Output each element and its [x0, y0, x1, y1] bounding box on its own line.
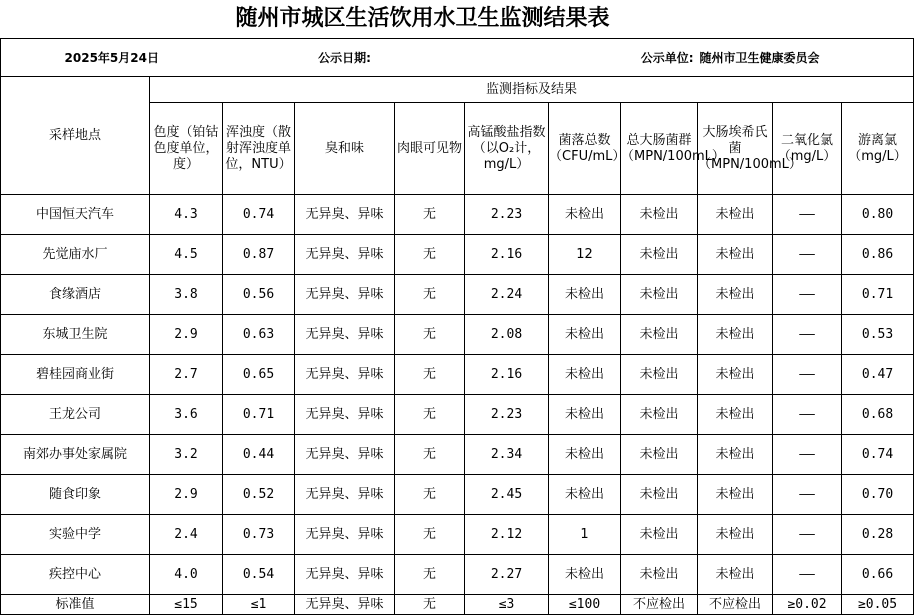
- location-cell: 疾控中心: [1, 555, 150, 595]
- value-cell: 未检出: [549, 355, 621, 395]
- standard-value: ≤3: [465, 595, 549, 615]
- column-header: 肉眼可见物: [395, 103, 465, 195]
- value-cell: 无: [395, 555, 465, 595]
- standard-value: 不应检出: [698, 595, 773, 615]
- value-cell: 无异臭、异味: [295, 555, 395, 595]
- value-cell: 无异臭、异味: [295, 355, 395, 395]
- header-row-group: [1, 77, 914, 103]
- announce-date-value: [395, 39, 549, 77]
- value-cell: 无: [395, 195, 465, 235]
- report-date: 2025年5月24日: [1, 39, 223, 77]
- column-header: 游离氯（mg/L）: [842, 103, 914, 195]
- value-cell: 未检出: [698, 275, 773, 315]
- table-row: [1, 435, 914, 475]
- value-cell: 1: [549, 515, 621, 555]
- standard-value: ≤100: [549, 595, 621, 615]
- column-header: 总大肠菌群（MPN/100mL）: [621, 103, 698, 195]
- table-row: [1, 195, 914, 235]
- value-cell: ——: [773, 515, 842, 555]
- value-cell: 2.27: [465, 555, 549, 595]
- value-cell: 无异臭、异味: [295, 275, 395, 315]
- location-cell: 中国恒天汽车: [1, 195, 150, 235]
- value-cell: 2.24: [465, 275, 549, 315]
- table-row: [1, 395, 914, 435]
- spacer: [223, 39, 295, 77]
- value-cell: 0.71: [842, 275, 914, 315]
- unit-label: 公示单位:: [549, 39, 698, 77]
- location-cell: 食缘酒店: [1, 275, 150, 315]
- location-cell: 实验中学: [1, 515, 150, 555]
- value-cell: 2.23: [465, 195, 549, 235]
- value-cell: 无异臭、异味: [295, 435, 395, 475]
- value-cell: 0.53: [842, 315, 914, 355]
- value-cell: 无: [395, 435, 465, 475]
- standard-value: 不应检出: [621, 595, 698, 615]
- value-cell: 未检出: [621, 555, 698, 595]
- page-title: 随州市城区生活饮用水卫生监测结果表: [235, 6, 610, 31]
- value-cell: ——: [773, 395, 842, 435]
- value-cell: 2.16: [465, 235, 549, 275]
- value-cell: 未检出: [698, 555, 773, 595]
- value-cell: 0.86: [842, 235, 914, 275]
- value-cell: 2.9: [150, 475, 223, 515]
- table-row: [1, 275, 914, 315]
- location-cell: 随食印象: [1, 475, 150, 515]
- column-header: 菌落总数（CFU/mL）: [549, 103, 621, 195]
- value-cell: 未检出: [621, 515, 698, 555]
- location-cell: 东城卫生院: [1, 315, 150, 355]
- value-cell: 0.68: [842, 395, 914, 435]
- info-row: [1, 39, 914, 77]
- value-cell: 2.16: [465, 355, 549, 395]
- column-header: 浑浊度（散射浑浊度单位，NTU）: [223, 103, 295, 195]
- spacer: [842, 39, 914, 77]
- standard-value: 无: [395, 595, 465, 615]
- value-cell: 0.28: [842, 515, 914, 555]
- value-cell: 0.44: [223, 435, 295, 475]
- value-cell: 0.63: [223, 315, 295, 355]
- value-cell: 无: [395, 275, 465, 315]
- table-row: [1, 315, 914, 355]
- standard-row: [1, 595, 914, 615]
- standard-value: 无异臭、异味: [295, 595, 395, 615]
- announce-date-label: 公示日期:: [295, 39, 395, 77]
- value-cell: 2.23: [465, 395, 549, 435]
- table-row: [1, 355, 914, 395]
- value-cell: 未检出: [621, 235, 698, 275]
- value-cell: 2.45: [465, 475, 549, 515]
- value-cell: ——: [773, 355, 842, 395]
- value-cell: 0.52: [223, 475, 295, 515]
- value-cell: 未检出: [549, 555, 621, 595]
- location-cell: 先觉庙水厂: [1, 235, 150, 275]
- results-table: [0, 38, 914, 615]
- value-cell: 无异臭、异味: [295, 235, 395, 275]
- value-cell: 12: [549, 235, 621, 275]
- value-cell: 2.9: [150, 315, 223, 355]
- value-cell: 无异臭、异味: [295, 195, 395, 235]
- value-cell: 0.74: [223, 195, 295, 235]
- value-cell: 未检出: [549, 195, 621, 235]
- value-cell: 3.8: [150, 275, 223, 315]
- value-cell: 无异臭、异味: [295, 475, 395, 515]
- table-row: [1, 555, 914, 595]
- value-cell: 未检出: [698, 395, 773, 435]
- table-row: [1, 515, 914, 555]
- location-header: 采样地点: [1, 77, 150, 195]
- value-cell: 未检出: [698, 195, 773, 235]
- value-cell: 4.5: [150, 235, 223, 275]
- value-cell: 无异臭、异味: [295, 315, 395, 355]
- value-cell: 未检出: [621, 395, 698, 435]
- value-cell: 无: [395, 235, 465, 275]
- column-header: 臭和味: [295, 103, 395, 195]
- table-row: [1, 475, 914, 515]
- value-cell: ——: [773, 555, 842, 595]
- value-cell: ——: [773, 275, 842, 315]
- column-header: 大肠埃希氏菌（MPN/100mL）: [698, 103, 773, 195]
- value-cell: 2.08: [465, 315, 549, 355]
- value-cell: 未检出: [698, 435, 773, 475]
- value-cell: 无异臭、异味: [295, 515, 395, 555]
- value-cell: ——: [773, 235, 842, 275]
- value-cell: 未检出: [549, 315, 621, 355]
- value-cell: 未检出: [549, 475, 621, 515]
- value-cell: 0.74: [842, 435, 914, 475]
- standard-value: ≥0.05: [842, 595, 914, 615]
- value-cell: 无异臭、异味: [295, 395, 395, 435]
- value-cell: 未检出: [698, 355, 773, 395]
- location-cell: 南郊办事处家属院: [1, 435, 150, 475]
- standard-value: ≤1: [223, 595, 295, 615]
- value-cell: 0.54: [223, 555, 295, 595]
- value-cell: 无: [395, 355, 465, 395]
- column-header: 高锰酸盐指数（以O₂计，mg/L）: [465, 103, 549, 195]
- value-cell: ——: [773, 315, 842, 355]
- value-cell: 无: [395, 515, 465, 555]
- value-cell: 无: [395, 395, 465, 435]
- unit-value: 随州市卫生健康委员会: [698, 39, 842, 77]
- value-cell: 未检出: [621, 315, 698, 355]
- value-cell: 0.65: [223, 355, 295, 395]
- value-cell: 未检出: [698, 235, 773, 275]
- value-cell: 2.7: [150, 355, 223, 395]
- value-cell: 未检出: [698, 515, 773, 555]
- value-cell: ——: [773, 475, 842, 515]
- value-cell: 4.0: [150, 555, 223, 595]
- value-cell: 未检出: [621, 475, 698, 515]
- value-cell: 未检出: [621, 355, 698, 395]
- column-header: 色度（铂钴色度单位，度）: [150, 103, 223, 195]
- value-cell: 0.66: [842, 555, 914, 595]
- value-cell: 3.2: [150, 435, 223, 475]
- value-cell: 0.70: [842, 475, 914, 515]
- value-cell: 无: [395, 475, 465, 515]
- location-cell: 碧桂园商业街: [1, 355, 150, 395]
- standard-value: ≥0.02: [773, 595, 842, 615]
- group-header: 监测指标及结果: [150, 77, 914, 103]
- table-body: [1, 195, 914, 595]
- value-cell: 0.56: [223, 275, 295, 315]
- value-cell: 未检出: [549, 395, 621, 435]
- value-cell: 0.71: [223, 395, 295, 435]
- value-cell: 0.87: [223, 235, 295, 275]
- value-cell: 未检出: [549, 435, 621, 475]
- value-cell: 未检出: [621, 195, 698, 235]
- table-row: [1, 235, 914, 275]
- value-cell: 无: [395, 315, 465, 355]
- value-cell: 未检出: [698, 315, 773, 355]
- value-cell: 未检出: [549, 275, 621, 315]
- value-cell: 3.6: [150, 395, 223, 435]
- value-cell: ——: [773, 435, 842, 475]
- value-cell: 2.34: [465, 435, 549, 475]
- value-cell: 0.47: [842, 355, 914, 395]
- value-cell: 4.3: [150, 195, 223, 235]
- value-cell: 2.4: [150, 515, 223, 555]
- standard-label: 标准值: [1, 595, 150, 615]
- value-cell: 0.73: [223, 515, 295, 555]
- value-cell: 0.80: [842, 195, 914, 235]
- standard-value: ≤15: [150, 595, 223, 615]
- location-cell: 王龙公司: [1, 395, 150, 435]
- value-cell: 未检出: [698, 475, 773, 515]
- value-cell: ——: [773, 195, 842, 235]
- column-header: 二氧化氯（mg/L）: [773, 103, 842, 195]
- value-cell: 未检出: [621, 435, 698, 475]
- value-cell: 未检出: [621, 275, 698, 315]
- value-cell: 2.12: [465, 515, 549, 555]
